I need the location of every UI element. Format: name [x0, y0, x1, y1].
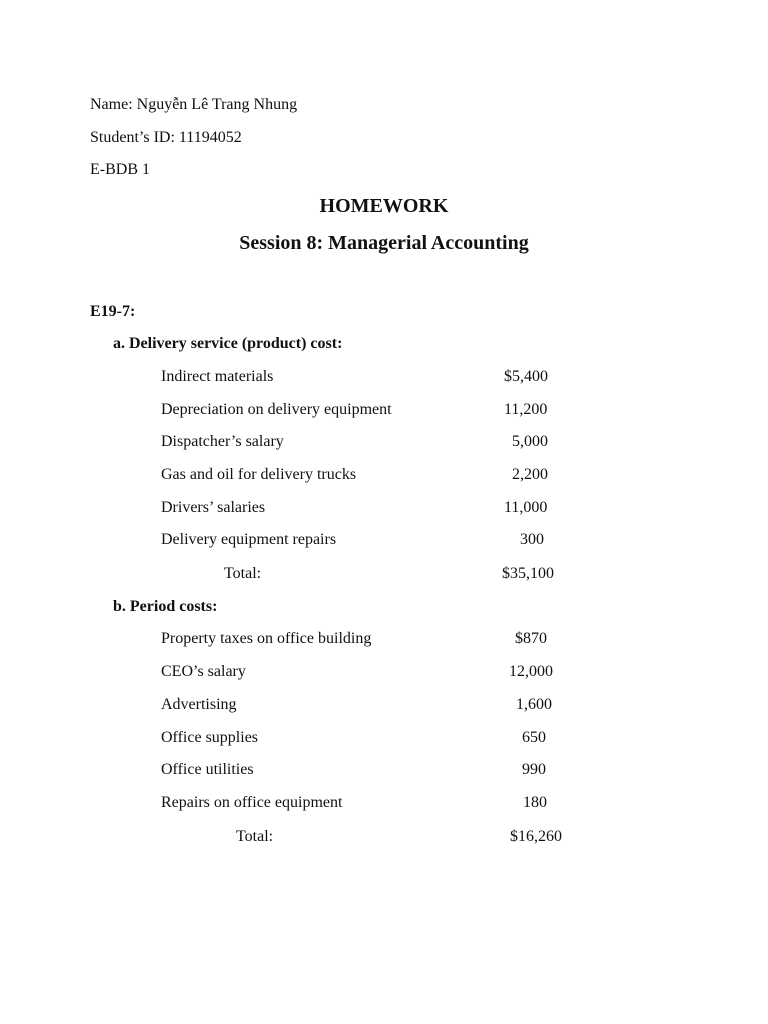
section-a-item-label: Indirect materials — [161, 368, 274, 385]
section-b-item-amount: 1,600 — [516, 696, 552, 713]
section-a-item-amount: 2,200 — [512, 466, 548, 483]
student-id: Student’s ID: 11194052 — [90, 129, 242, 146]
student-name: Name: Nguyễn Lê Trang Nhung — [90, 96, 298, 113]
section-a-item-amount: 5,000 — [512, 433, 548, 450]
section-b-item-label: Repairs on office equipment — [161, 794, 343, 811]
section-a-item-label: Dispatcher’s salary — [161, 433, 284, 450]
homework-title: HOMEWORK — [319, 195, 449, 217]
class-code: E-BDB 1 — [90, 161, 150, 178]
section-b-item-amount: $870 — [515, 630, 547, 647]
section-b-item-label: Office utilities — [161, 761, 254, 778]
section-b-item-label: Property taxes on office building — [161, 630, 372, 647]
section-a-total-amount: $35,100 — [502, 565, 554, 582]
section-b-item-label: CEO’s salary — [161, 663, 246, 680]
section-b-item-label: Office supplies — [161, 729, 259, 746]
section-a-item-label: Drivers’ salaries — [161, 499, 266, 516]
section-a-item-amount: $5,400 — [504, 368, 548, 385]
section-a-item-label: Depreciation on delivery equipment — [161, 401, 392, 418]
section-b-item-amount: 990 — [522, 761, 546, 778]
section-a-item-amount: 11,000 — [504, 499, 548, 516]
section-a-item-amount: 300 — [520, 531, 544, 548]
section-b-item-amount: 12,000 — [509, 663, 553, 680]
section-b-heading: b. Period costs: — [113, 598, 218, 615]
session-title: Session 8: Managerial Accounting — [239, 232, 529, 254]
section-b-item-amount: 180 — [523, 794, 547, 811]
section-b-item-label: Advertising — [161, 696, 237, 713]
section-a-item-label: Delivery equipment repairs — [161, 531, 337, 548]
section-b-item-amount: 650 — [522, 729, 546, 746]
section-a-item-amount: 11,200 — [504, 401, 548, 418]
section-a-heading: a. Delivery service (product) cost: — [113, 335, 343, 352]
section-a-item-label: Gas and oil for delivery trucks — [161, 466, 357, 483]
exercise-label: E19-7: — [90, 303, 136, 320]
section-b-total-label: Total: — [236, 828, 274, 845]
section-a-total-label: Total: — [224, 565, 262, 582]
section-b-total-amount: $16,260 — [510, 828, 562, 845]
